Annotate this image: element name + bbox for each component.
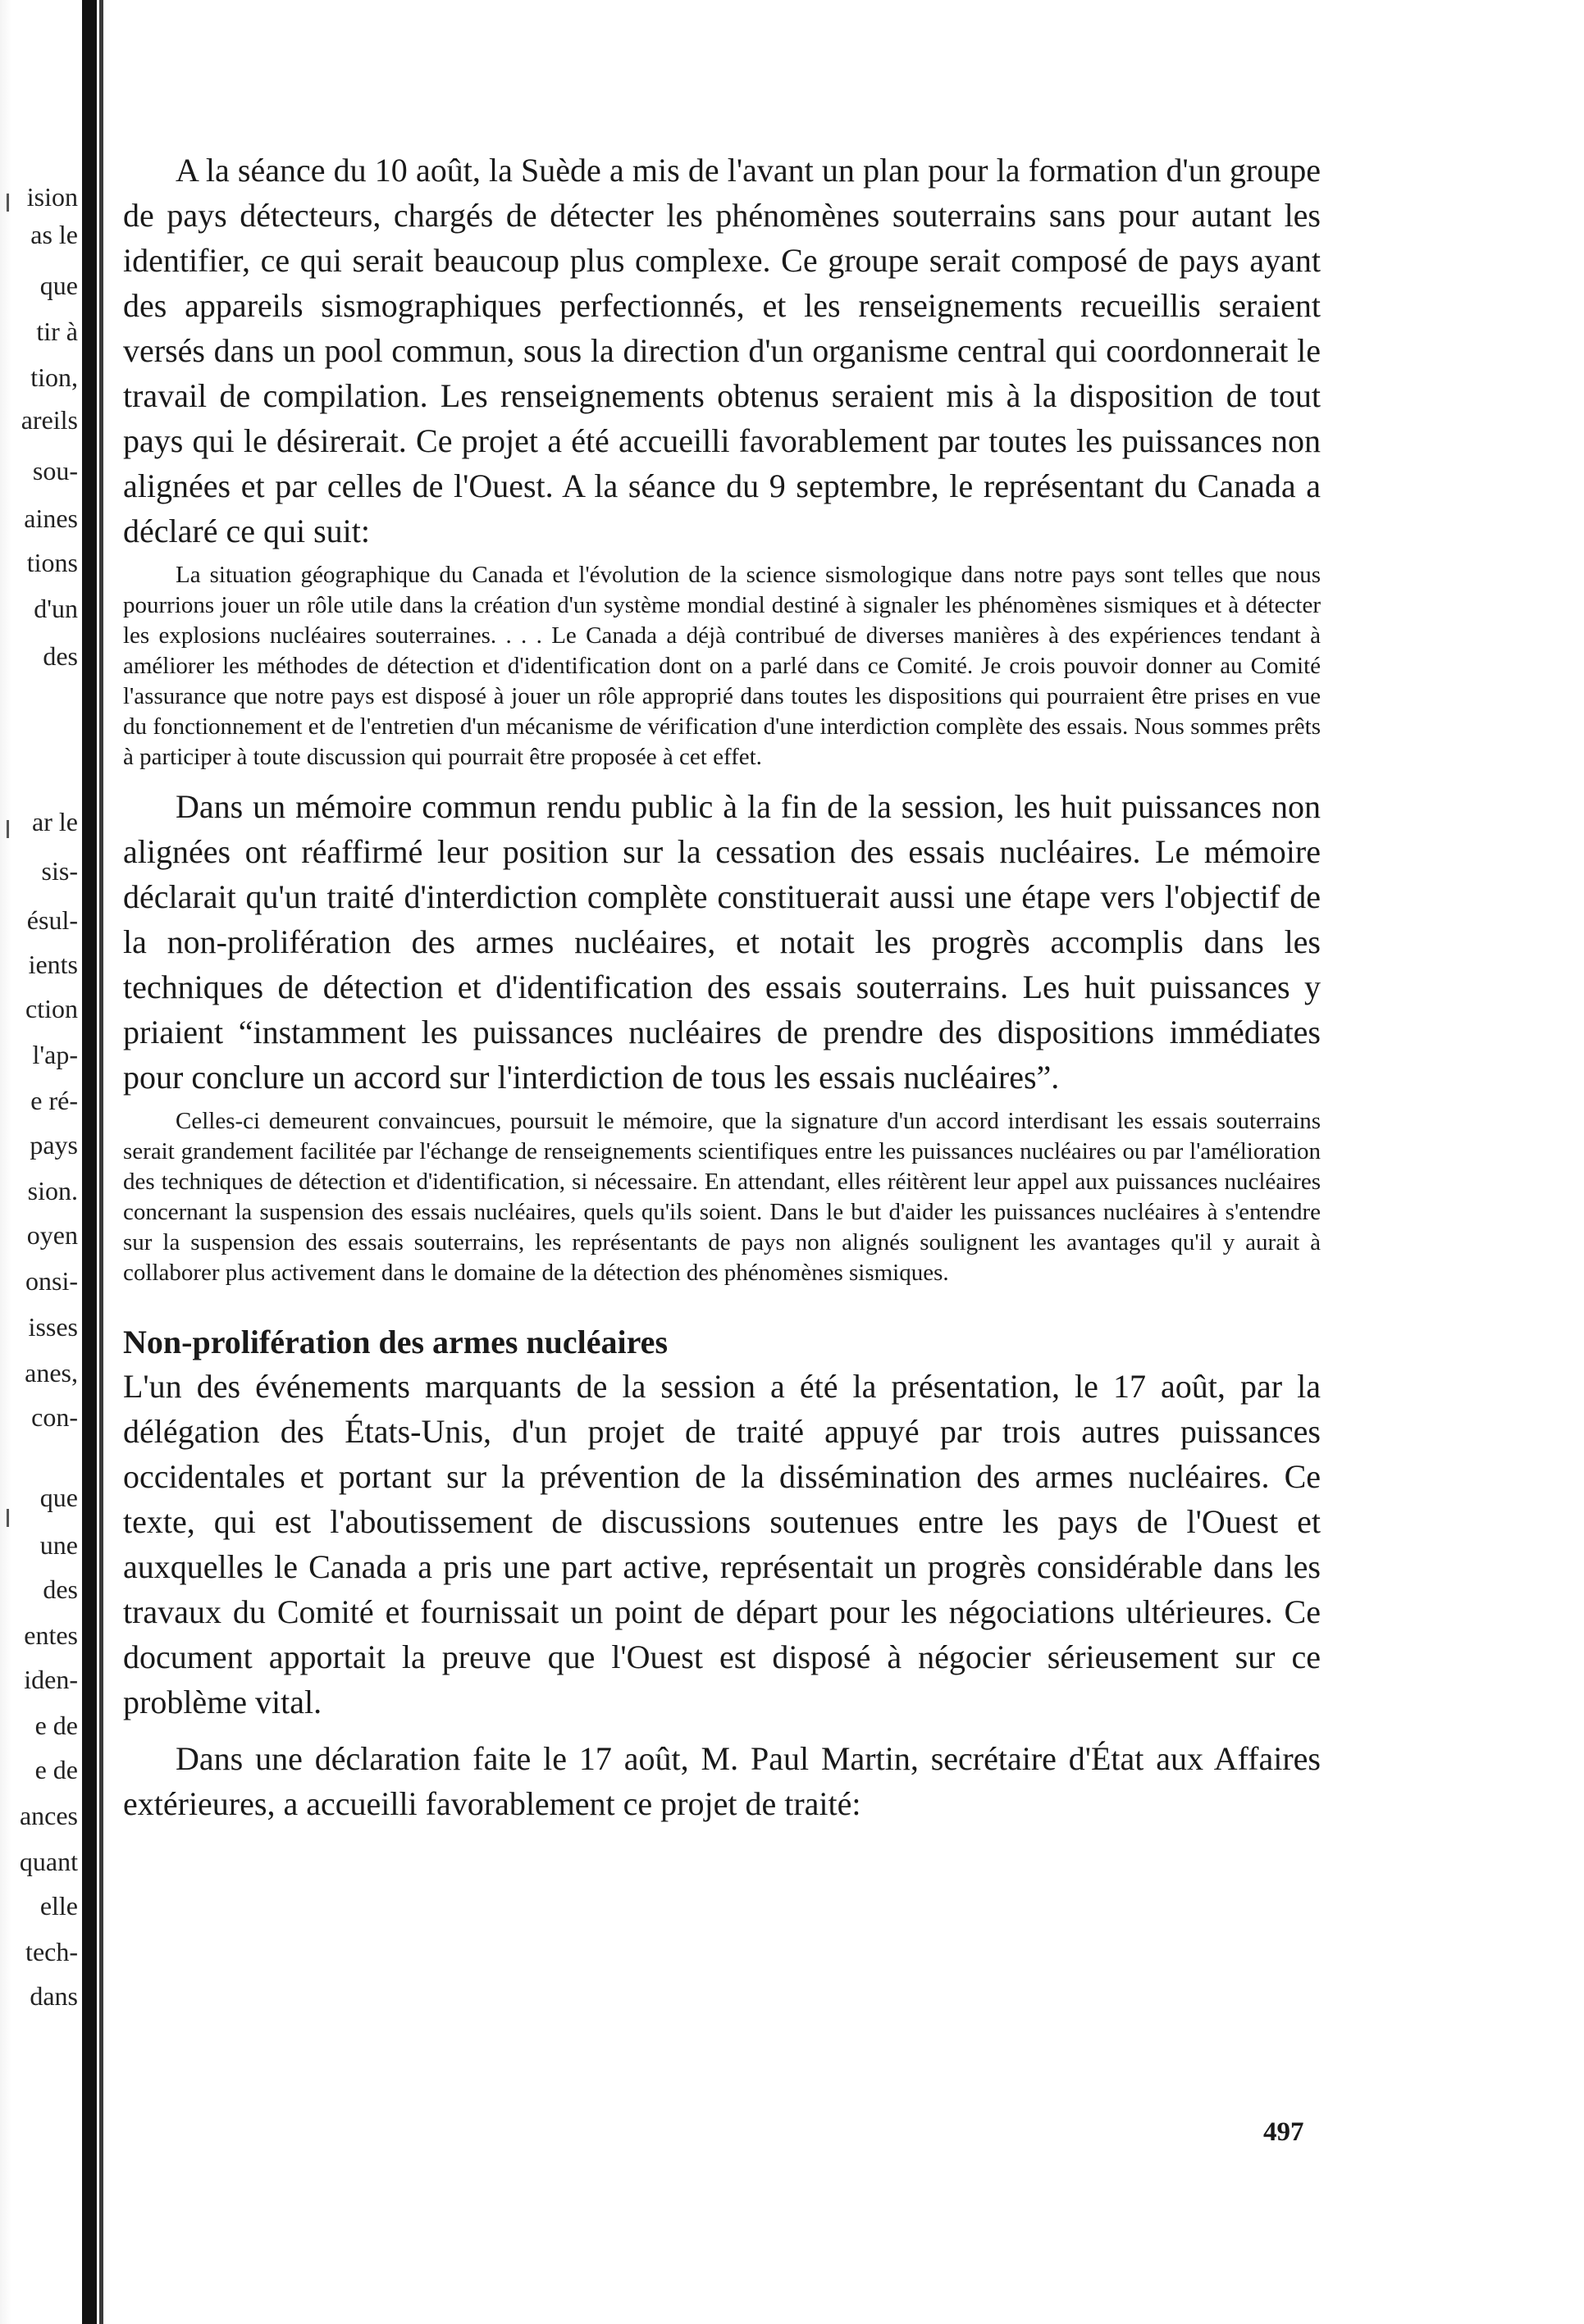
binding-gutter [82,0,97,2324]
paragraph-joint-memorandum: Dans un mémoire commun rendu public à la fin de la session, les huit puissances non alignées ont réaffirmé leur position sur la cessation des essais nucléaires. Le mémoire déclarait qu'un traité d'interdiction complète constituerait aussi une étape vers l'objectif de la non-prolifération des armes nucléaires, et notait les progrès accomplis dans les techniques de détection et d'identification des essais souterrains. Les huit puissances y priaient “instamment les puissances nucléaires de prendre des dispositions immédiates pour conclure un accord sur l'interdiction de tous les essais nucléaires”. [123,788,1321,1096]
margin-fragment: sion. [27,1176,78,1205]
margin-fragment: areils [21,405,78,435]
margin-fragment: as le [30,220,78,249]
margin-fragment: ances [19,1801,78,1830]
margin-fragment: quant [19,1847,78,1876]
margin-fragment: e ré- [30,1086,78,1115]
margin-fragment: sis- [41,856,78,886]
margin-fragment: isses [28,1312,78,1342]
facing-page-margin [0,0,81,2324]
margin-fragment: anes, [25,1358,78,1388]
margin-fragment: ction [25,994,78,1023]
margin-fragment: tion, [30,362,78,392]
margin-fragment: tech- [25,1937,78,1966]
quote-canada-statement: La situation géographique du Canada et l'évolution de la science sismologique dans notre pays sont telles que nous pourrions jouer un rôle utile dans la création d'un système mondial destiné à signaler les phénomènes sismiques et à détecter les explosions nucléaires souterraines. . . . Le Canada a déjà contribué de diverses manières à des expériences tendant à améliorer les méthodes de détection et d'identification dont on a parlé dans ce Comité. Je crois pouvoir donner au Comité l'assurance que notre pays est disposé à jouer un rôle approprié dans toutes les dispositions qui pourraient être prises en vue du fonctionnement et de l'entretien d'un mécanisme de vérification d'une interdiction complète des essais. Nous sommes prêts à participer à toute discussion qui pourrait être proposée à cet effet. [123,562,1321,770]
paragraph-draft-treaty: L'un des événements marquants de la session a été la présentation, le 17 août, par la délégation des États-Unis, d'un projet de traité appuyé par trois autres puissances occidentales et portant sur la prévention de la dissémination des armes nucléaires. Ce texte, qui est l'aboutissement de discussions soutenues entre les pays de l'Ouest et auxquelles le Canada a pris une part active, représentait un progrès considérable dans les travaux du Comité et fournissait un point de départ pour les négociations ultérieures. Ce document apportait la preuve que l'Ouest est disposé à négocier sérieusement sur ce problème vital. [123,1368,1321,1720]
margin-fragment: ar le [32,807,78,836]
binding-gutter-edge [99,0,103,2324]
page-number: 497 [1263,2117,1304,2147]
page-body [123,148,1321,1826]
margin-fragment: dans [30,1981,78,2011]
section-heading: Non-prolifération des armes nucléaires [123,1324,669,1360]
margin-fragment: oyen [26,1220,78,1250]
margin-fragment: elle [39,1891,78,1921]
margin-fragment: ients [28,950,78,979]
margin-mark [7,194,9,212]
margin-fragment: l'ap- [32,1040,78,1069]
margin-fragment: iden- [24,1665,78,1694]
margin-fragment: entes [24,1620,78,1650]
margin-fragment: que [39,271,78,300]
margin-fragment: des [43,1574,78,1604]
margin-fragment: tir à [36,317,78,346]
margin-fragment: con- [31,1402,78,1432]
margin-fragment: onsi- [25,1266,78,1296]
paragraph-sweden-plan: A la séance du 10 août, la Suède a mis de l'avant un plan pour la formation d'un groupe de pays détecteurs, chargés de détecter les phénomènes souterrains sans pour autant les identifier, ce qui serait beaucoup plus complexe. Ce groupe serait composé de pays ayant des appareils sismographiques perfectionnés, et les renseignements recueillis seraient versés dans un pool commun, sous la direction d'un organisme central qui coordonnerait le travail de compilation. Les renseignements obtenus seraient mis à la disposition de tout pays qui le désirerait. Ce projet a été accueilli favorablement par toutes les puissances non alignées et par celles de l'Ouest. A la séance du 9 septembre, le représentant du Canada a déclaré ce qui suit: [123,152,1321,549]
margin-fragment: ésul- [26,905,78,935]
margin-fragment: e de [34,1711,78,1740]
margin-fragment: aines [24,504,78,533]
margin-fragment: pays [30,1130,78,1160]
margin-fragment: e de [34,1755,78,1784]
margin-fragment: tions [26,548,78,577]
margin-fragment: sou- [32,456,78,485]
margin-mark [7,1509,9,1527]
margin-fragment: des [43,641,78,671]
margin-mark [7,820,9,838]
quote-memorandum: Celles-ci demeurent convaincues, poursuit le mémoire, que la signature d'un accord interdisant les essais souterrains serait grandement facilitée par l'échange de renseignements scientifiques entre les puissances nucléaires ou par l'amélioration des techniques de détection et d'identification, si nécessaire. En attendant, elles réitèrent leur appel aux puissances nucléaires concernant la suspension des essais nucléaires, quels qu'ils soient. Dans le but d'aider les puissances nucléaires à s'entendre sur la suspension des essais souterrains, les représentants de pays non alignés soulignent les avantages qu'il y aurait à collaborer plus activement dans le domaine de la détection des phénomènes sismiques. [123,1108,1321,1286]
margin-fragment: que [39,1483,78,1512]
margin-fragment: une [39,1530,78,1560]
margin-fragment: d'un [34,594,78,623]
paragraph-martin-declaration: Dans une déclaration faite le 17 août, M. Paul Martin, secrétaire d'État aux Affaires extérieures, a accueilli favorablement ce projet de traité: [123,1740,1321,1822]
margin-fragment: ision [26,182,78,212]
